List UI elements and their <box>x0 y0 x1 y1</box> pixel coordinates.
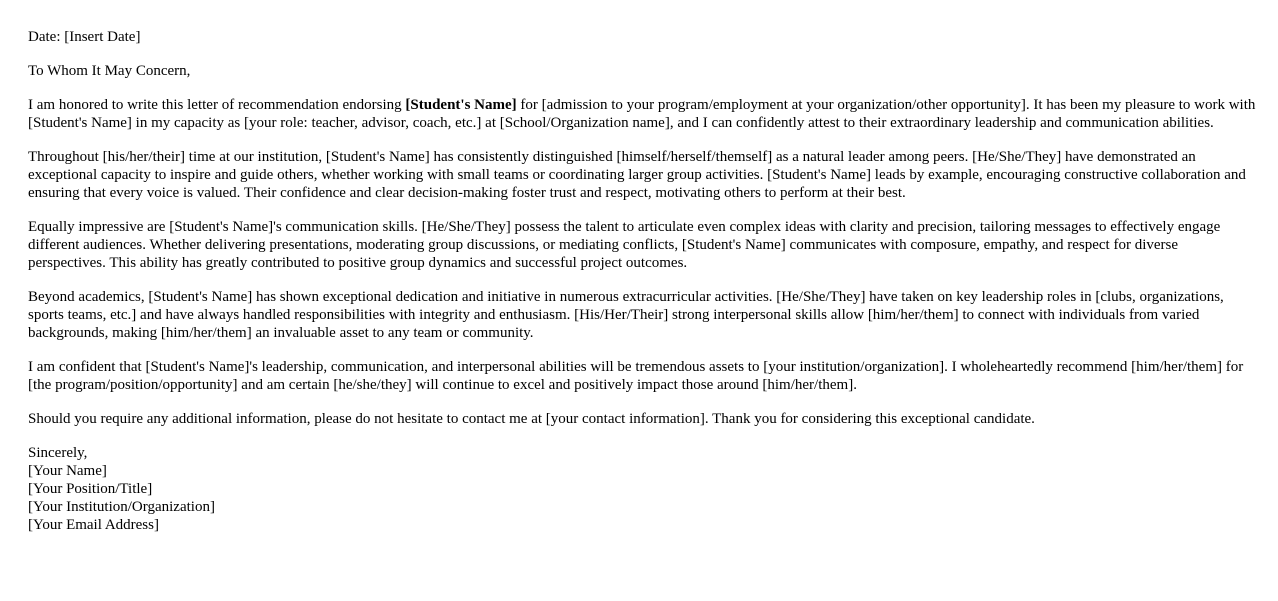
signoff-block <box>28 444 1258 534</box>
paragraph-recommendation: I am confident that [Student's Name]'s leadership, communication, and interpersonal abilities will be tremendous assets to [your institution/organization]. I wholeheartedly recommend [him/her/them] for [the program/position/opportunity] and am certain [he/she/they] will continue to excel and positively impact those around [him/her/them]. <box>28 359 1244 393</box>
intro-text-before: I am honored to write this letter of recommendation endorsing <box>28 97 406 113</box>
paragraph-contact: Should you require any additional information, please do not hesitate to contact me at [your contact information]. Thank you for considering this exceptional candidate. <box>28 411 1035 427</box>
closing: Sincerely, <box>28 445 88 461</box>
date-line: Date: [Insert Date] <box>28 29 141 45</box>
signer-position: [Your Position/Title] <box>28 481 153 497</box>
signer-email: [Your Email Address] <box>28 517 159 533</box>
signer-institution: [Your Institution/Organization] <box>28 499 215 515</box>
student-name-bold: [Student's Name] <box>405 97 517 113</box>
paragraph-leadership: Throughout [his/her/their] time at our institution, [Student's Name] has consistently distinguished [himself/herself/themself] as a natural leader among peers. [He/She/They] have demonstrated an exceptional capacity to inspire and guide others, whether working with small teams or coordinating larger group activities. [Student's Name] leads by example, encouraging constructive collaboration and ensuring that every voice is valued. Their confidence and clear decision-making foster trust and respect, motivating others to perform at their best. <box>28 149 1246 201</box>
paragraph-introduction <box>28 96 1258 132</box>
paragraph-communication: Equally impressive are [Student's Name]'s communication skills. [He/She/They] possess the talent to articulate even complex ideas with clarity and precision, tailoring messages to effectively engage different audiences. Whether delivering presentations, moderating group discussions, or mediating conflicts, [Student's Name] communicates with composure, empathy, and respect for diverse perspectives. This ability has greatly contributed to positive group dynamics and successful project outcomes. <box>28 219 1221 271</box>
signer-name: [Your Name] <box>28 463 107 479</box>
recommendation-letter <box>28 28 1258 534</box>
intro-text-after: for [admission to your program/employment at your organization/other opportunity]. It has been my pleasure to work with [Student's Name] in my capacity as [your role: teacher, advisor, coach, etc.] at [School/Organization name], and I can confidently attest to their extraordinary leadership and communication abilities. <box>28 97 1256 131</box>
salutation: To Whom It May Concern, <box>28 63 191 79</box>
paragraph-extracurricular: Beyond academics, [Student's Name] has shown exceptional dedication and initiative in numerous extracurricular activities. [He/She/They] have taken on key leadership roles in [clubs, organizations, sports teams, etc.] and have always handled responsibilities with integrity and enthusiasm. [His/Her/Their] strong interpersonal skills allow [him/her/them] to connect with individuals from varied backgrounds, making [him/her/them] an invaluable asset to any team or community. <box>28 289 1224 341</box>
